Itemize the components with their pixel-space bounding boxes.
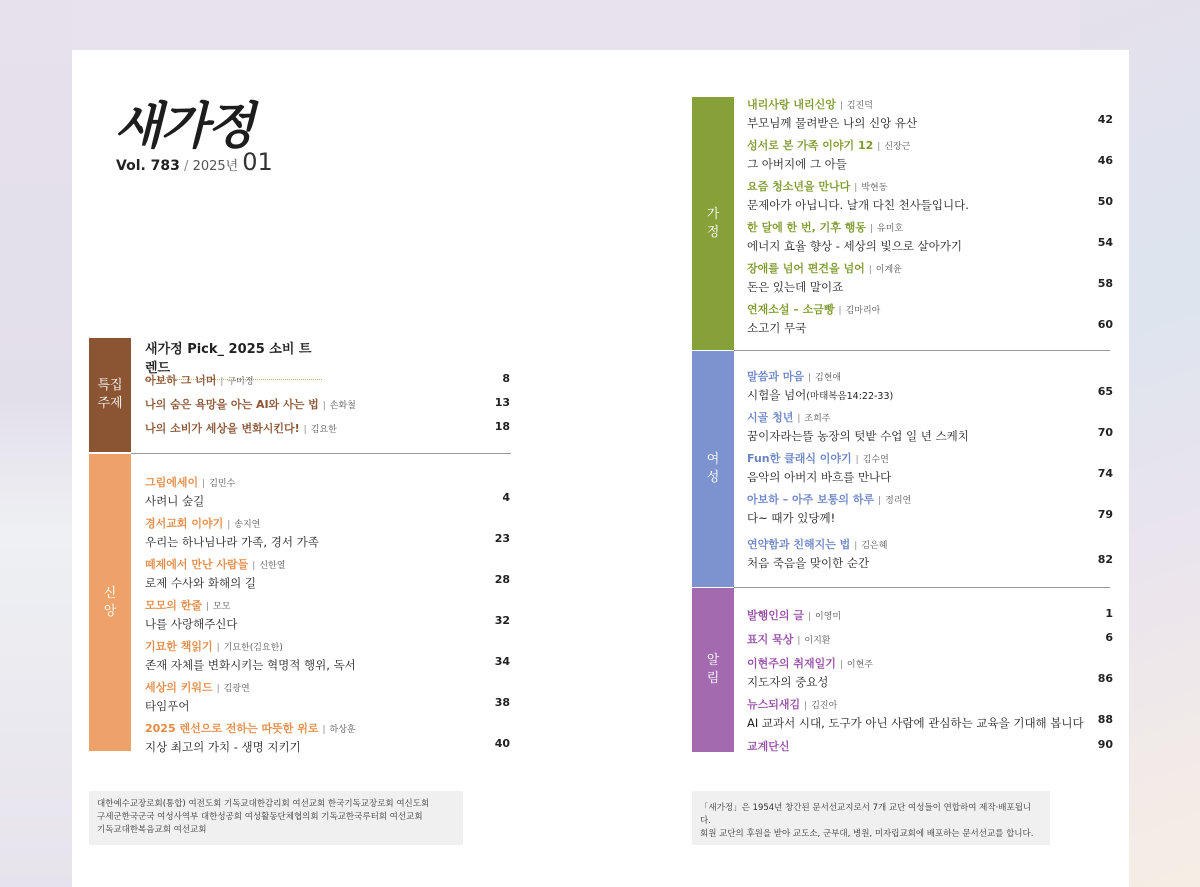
- contents-page: [72, 50, 1129, 887]
- notice-entry[interactable]: [747, 631, 830, 647]
- tab-faith-line2: 앙: [103, 603, 117, 619]
- entry-title: [747, 387, 893, 403]
- entry-category: 세상의 키워드: [145, 681, 213, 694]
- entry-author: 김마리아: [845, 306, 881, 316]
- page-number: 18: [494, 420, 510, 433]
- page-number: 28: [494, 573, 510, 586]
- tab-notice-line2: 림: [706, 671, 720, 686]
- footer-line: 「새가정」은 1954년 창간된 문서선교지로서 7개 교단 여성들이 연합하여 제작·배포됩니다.: [700, 803, 1032, 826]
- divider: |: [804, 701, 808, 711]
- footer-line: 회원 교단의 후원을 받아 교도소, 군부대, 병원, 미자립교회에 배포하는 문서선교를 합니다.: [700, 829, 1034, 839]
- tab-feature-line1: 특집: [97, 378, 123, 393]
- entry-title: 그 아버지에 그 아들: [747, 157, 847, 171]
- entry-author: 기묘한(김요한): [223, 643, 283, 653]
- entry-category: 이현주의 취재일기: [747, 657, 836, 670]
- entry-author: 하상훈: [329, 725, 356, 735]
- entry-category: 한 달에 한 번, 기후 행동: [747, 221, 866, 234]
- page-number: 74: [1097, 467, 1113, 480]
- page-number: 42: [1097, 113, 1113, 126]
- family-entry[interactable]: [747, 301, 880, 336]
- faith-entry[interactable]: [145, 638, 356, 673]
- page-number: 65: [1097, 385, 1113, 398]
- page-number: 82: [1097, 553, 1113, 566]
- entry-author: 김은혜: [861, 541, 888, 551]
- divider: |: [202, 479, 206, 489]
- feature-entry[interactable]: [145, 396, 356, 412]
- tab-family-line1: 가: [706, 206, 720, 222]
- entry-category: 시골 청년: [747, 411, 794, 424]
- entry-author: 정리연: [885, 496, 912, 506]
- divider: |: [322, 725, 326, 735]
- entry-author: 송지연: [234, 520, 261, 530]
- women-entry[interactable]: [747, 409, 969, 444]
- divider: |: [854, 541, 858, 551]
- entry-title: 타임푸어: [145, 699, 190, 713]
- entry-author: 김수연: [862, 455, 889, 465]
- divider: |: [220, 377, 224, 387]
- page-number: 13: [494, 396, 510, 409]
- notice-entry[interactable]: [747, 655, 873, 690]
- mission-footer: [692, 791, 1050, 845]
- divider: |: [252, 561, 256, 571]
- family-entry[interactable]: [747, 178, 969, 213]
- entry-title: 사려니 숲길: [145, 494, 205, 508]
- family-entry[interactable]: [747, 96, 917, 131]
- notice-entry[interactable]: [747, 738, 790, 754]
- page-number: 34: [494, 655, 510, 668]
- entry-category: 장애를 넘어 편견을 넘어: [747, 262, 865, 275]
- family-entry[interactable]: [747, 219, 962, 254]
- entry-category: 연재소설 – 소금빵: [747, 303, 835, 316]
- page-number: 54: [1097, 236, 1113, 249]
- entry-author: 김진아: [811, 701, 838, 711]
- entry-title: 처음 죽음을 맞이한 순간: [747, 556, 870, 570]
- page-number: 86: [1097, 672, 1113, 685]
- tab-notice-line1: 알: [706, 653, 720, 668]
- entry-category: 말씀과 마음: [747, 370, 804, 383]
- page-number: 60: [1097, 318, 1113, 331]
- feature-title: 새가정 Pick_ 2025 소비 트렌드: [145, 338, 322, 380]
- entry-category: 요즘 청소년을 만나다: [747, 180, 851, 193]
- section-divider: [734, 350, 1110, 351]
- women-entry[interactable]: [747, 536, 887, 571]
- entry-title-reference: (마태복음14:22-33): [806, 391, 894, 402]
- section-divider: [131, 453, 511, 454]
- faith-entry[interactable]: [145, 720, 356, 755]
- entry-title: 다~ 때가 있당께!: [747, 511, 836, 525]
- page-number: 4: [502, 491, 510, 504]
- entry-title: 부모님께 물려받은 나의 신앙 유산: [747, 116, 918, 130]
- entry-category: 모모의 한줄: [145, 599, 202, 612]
- family-entry[interactable]: [747, 260, 902, 295]
- tab-faith-line1: 신: [103, 585, 117, 601]
- faith-entry[interactable]: [145, 515, 319, 550]
- entry-category: 발행인의 글: [747, 609, 804, 622]
- magazine-logo: 새가정: [114, 96, 253, 155]
- tab-notice: [692, 588, 734, 752]
- entry-title: 에너지 효율 향상 - 세상의 빛으로 살아가기: [747, 239, 962, 253]
- tab-feature-line2: 주제: [97, 396, 123, 411]
- page-number: 1: [1105, 607, 1113, 620]
- entry-title: 꿈이자라는뜰 농장의 텃밭 수업 일 년 스케치: [747, 429, 969, 443]
- divider: |: [869, 224, 874, 234]
- denominations-footer: [89, 791, 463, 845]
- entry-category: 아보하 그 너머: [145, 374, 217, 387]
- women-entry[interactable]: [747, 450, 891, 485]
- entry-title: 로제 수사와 화해의 길: [145, 576, 256, 590]
- divider: |: [322, 401, 326, 411]
- divider: |: [227, 520, 231, 530]
- entry-author: 김민수: [209, 479, 236, 489]
- entry-title: 음악의 아버지 바흐를 만나다: [747, 470, 892, 484]
- page-number: 46: [1097, 154, 1113, 167]
- entry-title: 우리는 하나님나라 가족, 경서 가족: [145, 535, 319, 549]
- entry-category: 떼제에서 만난 사람들: [145, 558, 249, 571]
- entry-category: 2025 렌선으로 전하는 따뜻한 위로: [145, 722, 319, 735]
- issue-info: [116, 148, 273, 176]
- entry-category: 연약함과 친해지는 법: [747, 538, 851, 551]
- divider: |: [303, 425, 307, 435]
- page-number: 79: [1097, 508, 1113, 521]
- faith-entry[interactable]: [145, 556, 285, 591]
- notice-entry[interactable]: [747, 696, 1084, 731]
- page-number: 58: [1097, 277, 1113, 290]
- issue-year: 2025년: [192, 159, 239, 174]
- entry-category: 경서교회 이야기: [145, 517, 224, 530]
- entry-author: 구미정: [227, 377, 254, 387]
- divider: |: [807, 612, 812, 622]
- entry-category: 성서로 본 가족 이야기 12: [747, 139, 874, 152]
- faith-entry[interactable]: [145, 679, 250, 714]
- entry-category: 표지 묵상: [747, 633, 794, 646]
- entry-title: AI 교과서 시대, 도구가 아닌 사람에 관심하는 교육을 기대해 봅니다: [747, 716, 1084, 730]
- women-entry[interactable]: [747, 491, 911, 526]
- notice-entry[interactable]: [747, 607, 841, 623]
- page-number: 6: [1105, 631, 1113, 644]
- entry-author: 손화철: [329, 401, 356, 411]
- page-number: 8: [502, 372, 510, 385]
- divider: |: [838, 306, 842, 316]
- divider: |: [807, 373, 812, 383]
- footer-line: 구세군한국군국 여성사역부 대한성공회 여성활동단체협의회 기독교한국루터회 여선교회: [97, 812, 423, 822]
- background-left: [0, 0, 72, 887]
- tab-women: [692, 351, 734, 587]
- entry-title: 문제아가 아닙니다. 날개 다친 천사들입니다.: [747, 198, 969, 212]
- tab-family-line2: 정: [706, 224, 720, 240]
- entry-title: 지상 최고의 가치 - 생명 지키기: [145, 740, 301, 754]
- divider: |: [205, 602, 210, 612]
- entry-author: 이지환: [804, 636, 831, 646]
- divider: |: [855, 455, 859, 465]
- page-number: 38: [494, 696, 510, 709]
- feature-entry[interactable]: [145, 372, 254, 388]
- page-number: 90: [1097, 738, 1113, 751]
- entry-title: 지도자의 중요성: [747, 675, 829, 689]
- divider: |: [797, 636, 801, 646]
- divider: |: [797, 414, 801, 424]
- tab-family: [692, 97, 734, 350]
- tab-women-line2: 성: [706, 470, 720, 485]
- footer-line: 대한예수교장로회(통합) 여전도회 기독교대한감리회 여선교회 한국기독교장로회 여신도회: [97, 799, 430, 809]
- faith-entry[interactable]: [145, 597, 238, 632]
- entry-author: 김요한: [310, 425, 337, 435]
- footer-line: 기독교대한복음교회 여선교회: [97, 825, 207, 835]
- divider: |: [839, 101, 843, 111]
- entry-author: 김광연: [223, 684, 250, 694]
- entry-author: 신장근: [884, 142, 911, 152]
- women-entry[interactable]: [747, 368, 893, 403]
- entry-category: Fun한 클래식 이야기: [747, 452, 852, 465]
- divider: |: [878, 496, 882, 506]
- tab-women-line1: 여: [706, 452, 720, 467]
- entry-author: 모모: [213, 602, 231, 612]
- divider: |: [868, 265, 872, 275]
- entry-title: 존재 자체를 변화시키는 혁명적 행위, 독서: [145, 658, 356, 672]
- divider: |: [839, 660, 843, 670]
- entry-category: 나의 숨은 욕망을 아는 AI와 사는 법: [145, 398, 319, 411]
- page-number: 70: [1097, 426, 1113, 439]
- entry-author: 이계윤: [875, 265, 902, 275]
- entry-author: 신한열: [259, 561, 286, 571]
- page-number: 32: [494, 614, 510, 627]
- entry-title: 돈은 있는데 말이죠: [747, 280, 844, 294]
- divider: |: [216, 643, 220, 653]
- page-number: 40: [494, 737, 510, 750]
- entry-category: 그림에세이: [145, 476, 199, 489]
- tab-feature: [89, 338, 131, 452]
- tab-faith: [89, 454, 131, 751]
- entry-category: 기묘한 책읽기: [145, 640, 213, 653]
- entry-author: 이영미: [815, 612, 842, 622]
- page-number: 88: [1097, 713, 1113, 726]
- entry-title: 나를 사랑해주신다: [145, 617, 238, 631]
- divider: |: [854, 183, 858, 193]
- entry-title-text: 시험을 넘어: [747, 388, 807, 402]
- feature-entry[interactable]: [145, 420, 337, 436]
- entry-category: 아보하 – 아주 보통의 하루: [747, 493, 875, 506]
- entry-author: 김현애: [815, 373, 842, 383]
- issue-separator: /: [179, 159, 193, 174]
- divider: |: [216, 684, 220, 694]
- entry-author: 유미호: [877, 224, 904, 234]
- page-number: 50: [1097, 195, 1113, 208]
- divider: |: [877, 142, 881, 152]
- issue-month: 01: [242, 148, 273, 176]
- section-divider: [734, 587, 1110, 588]
- entry-author: 조희주: [804, 414, 831, 424]
- entry-category: 내리사랑 내리신앙: [747, 98, 836, 111]
- faith-entry[interactable]: [145, 474, 235, 509]
- entry-category: 나의 소비가 세상을 변화시킨다!: [145, 422, 300, 435]
- entry-category: 교계단신: [747, 740, 790, 753]
- volume-number: Vol. 783: [116, 158, 180, 174]
- entry-title: 소고기 무국: [747, 321, 807, 335]
- family-entry[interactable]: [747, 137, 910, 172]
- entry-category: 뉴스되새김: [747, 698, 801, 711]
- page-number: 23: [494, 532, 510, 545]
- entry-author: 김진덕: [846, 101, 873, 111]
- entry-author: 이현주: [846, 660, 873, 670]
- entry-author: 박현동: [861, 183, 888, 193]
